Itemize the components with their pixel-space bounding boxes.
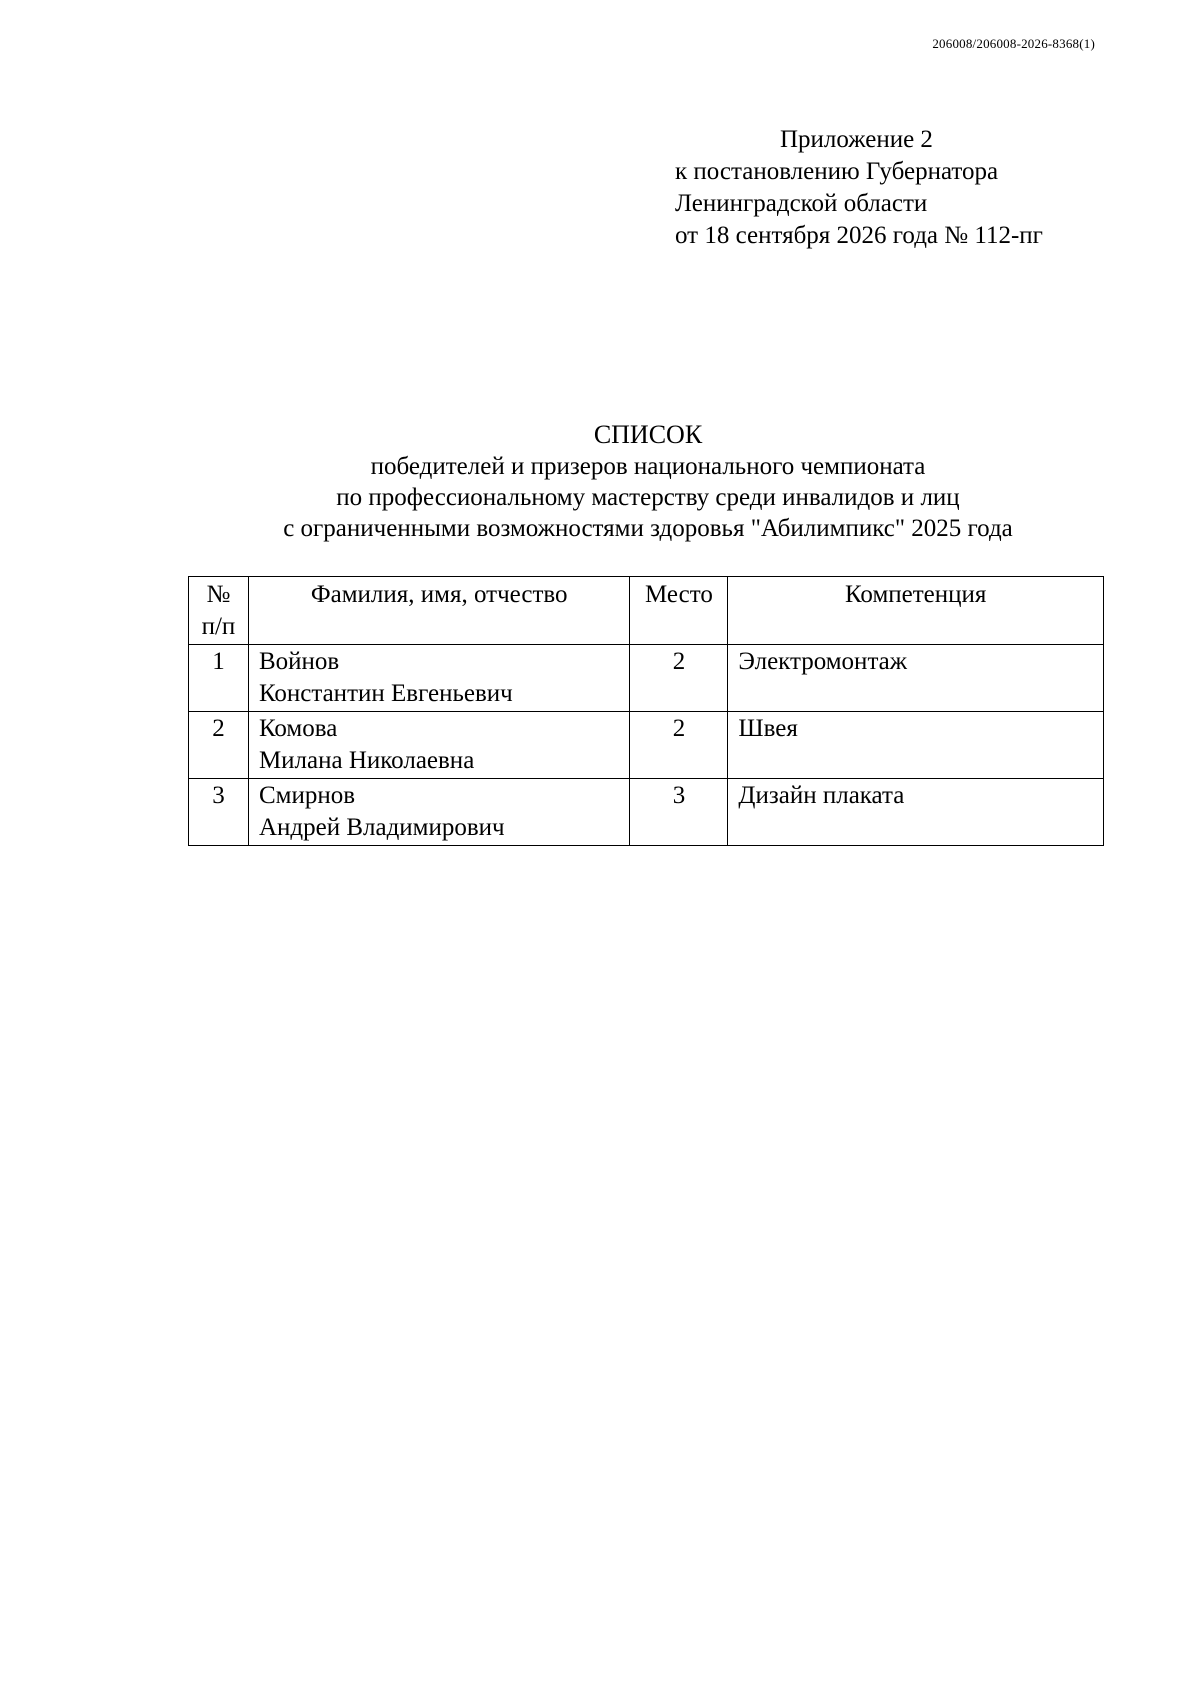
document-subtitle-line-2: по профессиональному мастерству среди инвалидов и лиц <box>336 484 960 511</box>
header-number-line-2: п/п <box>201 613 236 640</box>
row-surname: Войнов <box>258 648 340 675</box>
appendix-line-2: к постановлению Губернатора <box>675 158 999 185</box>
table-header-row <box>189 577 1104 645</box>
row-number: 2 <box>189 712 249 779</box>
table-row <box>189 645 1104 712</box>
header-place: Место <box>630 577 728 645</box>
row-full-name <box>248 645 630 712</box>
appendix-block <box>675 124 1043 252</box>
row-number: 3 <box>189 779 249 846</box>
row-place: 3 <box>630 779 728 846</box>
document-subtitle-line-1: победителей и призеров национального чемпионата <box>370 453 926 480</box>
header-competence: Компетенция <box>728 577 1104 645</box>
document-title: СПИСОК <box>593 420 703 449</box>
header-full-name: Фамилия, имя, отчество <box>248 577 630 645</box>
row-competence: Электромонтаж <box>728 645 1104 712</box>
appendix-line-3: Ленинградской области <box>675 190 928 217</box>
header-number-line-1: № <box>206 581 231 608</box>
appendix-line-1: Приложение 2 <box>780 126 933 153</box>
row-given-name: Константин Евгеньевич <box>258 680 513 707</box>
appendix-line-4: от 18 сентября 2026 года № 112-пг <box>675 222 1043 249</box>
row-surname: Комова <box>258 715 338 742</box>
row-place: 2 <box>630 645 728 712</box>
row-number: 1 <box>189 645 249 712</box>
row-full-name <box>248 712 630 779</box>
winners-table <box>188 576 1104 846</box>
row-competence: Швея <box>728 712 1104 779</box>
row-place: 2 <box>630 712 728 779</box>
row-surname: Смирнов <box>258 782 356 809</box>
table-row <box>189 779 1104 846</box>
row-given-name: Андрей Владимирович <box>258 814 505 841</box>
header-number <box>189 577 249 645</box>
table-row <box>189 712 1104 779</box>
document-id: 206008/206008-2026-8368(1) <box>932 36 1095 51</box>
document-subtitle-line-3: с ограниченными возможностями здоровья "Абилимпикс" 2025 года <box>283 515 1013 542</box>
row-competence: Дизайн плаката <box>728 779 1104 846</box>
document-title-block <box>0 418 1200 544</box>
row-given-name: Милана Николаевна <box>258 747 475 774</box>
row-full-name <box>248 779 630 846</box>
